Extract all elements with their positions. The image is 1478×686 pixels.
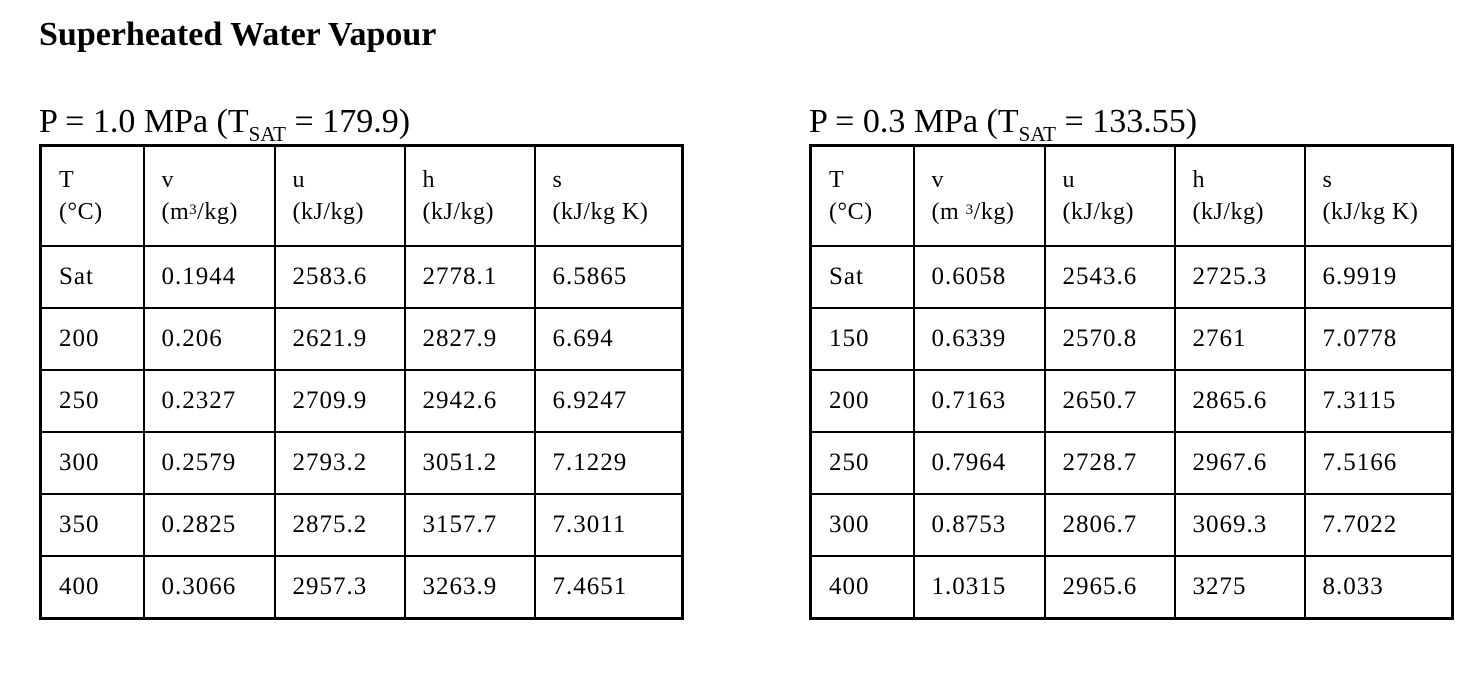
table-row (811, 308, 1453, 370)
cell-t: 300 (41, 432, 144, 494)
table-row (41, 246, 683, 308)
table-row (41, 556, 683, 619)
cell-u: 2965.6 (1045, 556, 1175, 619)
table-row (41, 308, 683, 370)
cell-h: 2725.3 (1175, 246, 1305, 308)
cell-t: 250 (811, 432, 914, 494)
table-caption: P = 0.3 MPa $(T_{SAT} = 133.55)$ (809, 103, 1198, 146)
cell-h: 2778.1 (405, 246, 535, 308)
cell-h: 3051.2 (405, 432, 535, 494)
cell-u: 2806.7 (1045, 494, 1175, 556)
header-internal-energy: u (kJ/kg) (275, 146, 405, 247)
cell-t: 200 (811, 370, 914, 432)
cell-s: 7.0778 (1305, 308, 1453, 370)
cell-s: 7.4651 (535, 556, 683, 619)
table-row (811, 494, 1453, 556)
cell-s: 7.5166 (1305, 432, 1453, 494)
cell-t: Sat (811, 246, 914, 308)
cell-v: 0.7964 (914, 432, 1045, 494)
cell-s: 7.1229 (535, 432, 683, 494)
table-row (811, 556, 1453, 619)
header-enthalpy: h (kJ/kg) (405, 146, 535, 247)
cell-t: 150 (811, 308, 914, 370)
table-row (811, 246, 1453, 308)
cell-v: 0.3066 (144, 556, 275, 619)
header-temperature: T (°C) (41, 146, 144, 247)
table-caption: P = 1.0 MPa $(T_{SAT} = 179.9)$ (39, 103, 411, 146)
cell-s: 6.9919 (1305, 246, 1453, 308)
cell-u: 2728.7 (1045, 432, 1175, 494)
cell-u: 2570.8 (1045, 308, 1175, 370)
cell-h: 3069.3 (1175, 494, 1305, 556)
property-table (809, 144, 1454, 620)
cell-h: 2967.6 (1175, 432, 1305, 494)
cell-v: 0.8753 (914, 494, 1045, 556)
cell-s: 8.033 (1305, 556, 1453, 619)
cell-u: 2650.7 (1045, 370, 1175, 432)
cell-u: 2793.2 (275, 432, 405, 494)
table-row (41, 432, 683, 494)
property-table (39, 144, 684, 620)
header-specific-volume: v $(m^3/kg)$ (144, 146, 275, 247)
header-row (811, 146, 1453, 247)
cell-u: 2709.9 (275, 370, 405, 432)
cell-t: 350 (41, 494, 144, 556)
table-block-0-3mpa (809, 100, 1454, 620)
header-row (41, 146, 683, 247)
cell-v: 0.6339 (914, 308, 1045, 370)
cell-u: 2875.2 (275, 494, 405, 556)
cell-v: 0.2825 (144, 494, 275, 556)
table-row (811, 370, 1453, 432)
cell-t: 400 (41, 556, 144, 619)
table-row (41, 494, 683, 556)
cell-s: 6.5865 (535, 246, 683, 308)
cell-u: 2957.3 (275, 556, 405, 619)
cell-u: 2583.6 (275, 246, 405, 308)
cell-t: Sat (41, 246, 144, 308)
table-row (41, 370, 683, 432)
cell-h: 2827.9 (405, 308, 535, 370)
header-entropy: s (kJ/kg K) (535, 146, 683, 247)
header-specific-volume: v (m $^3$/kg) (914, 146, 1045, 247)
table-block-1mpa (39, 100, 684, 620)
cell-v: 0.6058 (914, 246, 1045, 308)
cell-v: 1.0315 (914, 556, 1045, 619)
cell-v: 0.2327 (144, 370, 275, 432)
cell-h: 3275 (1175, 556, 1305, 619)
cell-h: 3157.7 (405, 494, 535, 556)
cell-s: 7.3011 (535, 494, 683, 556)
header-enthalpy: h (kJ/kg) (1175, 146, 1305, 247)
cell-v: 0.2579 (144, 432, 275, 494)
cell-v: 0.206 (144, 308, 275, 370)
cell-s: 6.694 (535, 308, 683, 370)
cell-u: 2621.9 (275, 308, 405, 370)
table-row (811, 432, 1453, 494)
cell-t: 400 (811, 556, 914, 619)
page-title: Superheated Water Vapour (39, 16, 437, 53)
cell-s: 7.7022 (1305, 494, 1453, 556)
cell-h: 2761 (1175, 308, 1305, 370)
cell-s: 7.3115 (1305, 370, 1453, 432)
cell-h: 2942.6 (405, 370, 535, 432)
header-entropy: s (kJ/kg K) (1305, 146, 1453, 247)
cell-t: 200 (41, 308, 144, 370)
cell-s: 6.9247 (535, 370, 683, 432)
cell-t: 300 (811, 494, 914, 556)
cell-h: 2865.6 (1175, 370, 1305, 432)
cell-v: 0.1944 (144, 246, 275, 308)
cell-v: 0.7163 (914, 370, 1045, 432)
header-temperature: T (°C) (811, 146, 914, 247)
cell-u: 2543.6 (1045, 246, 1175, 308)
cell-t: 250 (41, 370, 144, 432)
cell-h: 3263.9 (405, 556, 535, 619)
header-internal-energy: u (kJ/kg) (1045, 146, 1175, 247)
